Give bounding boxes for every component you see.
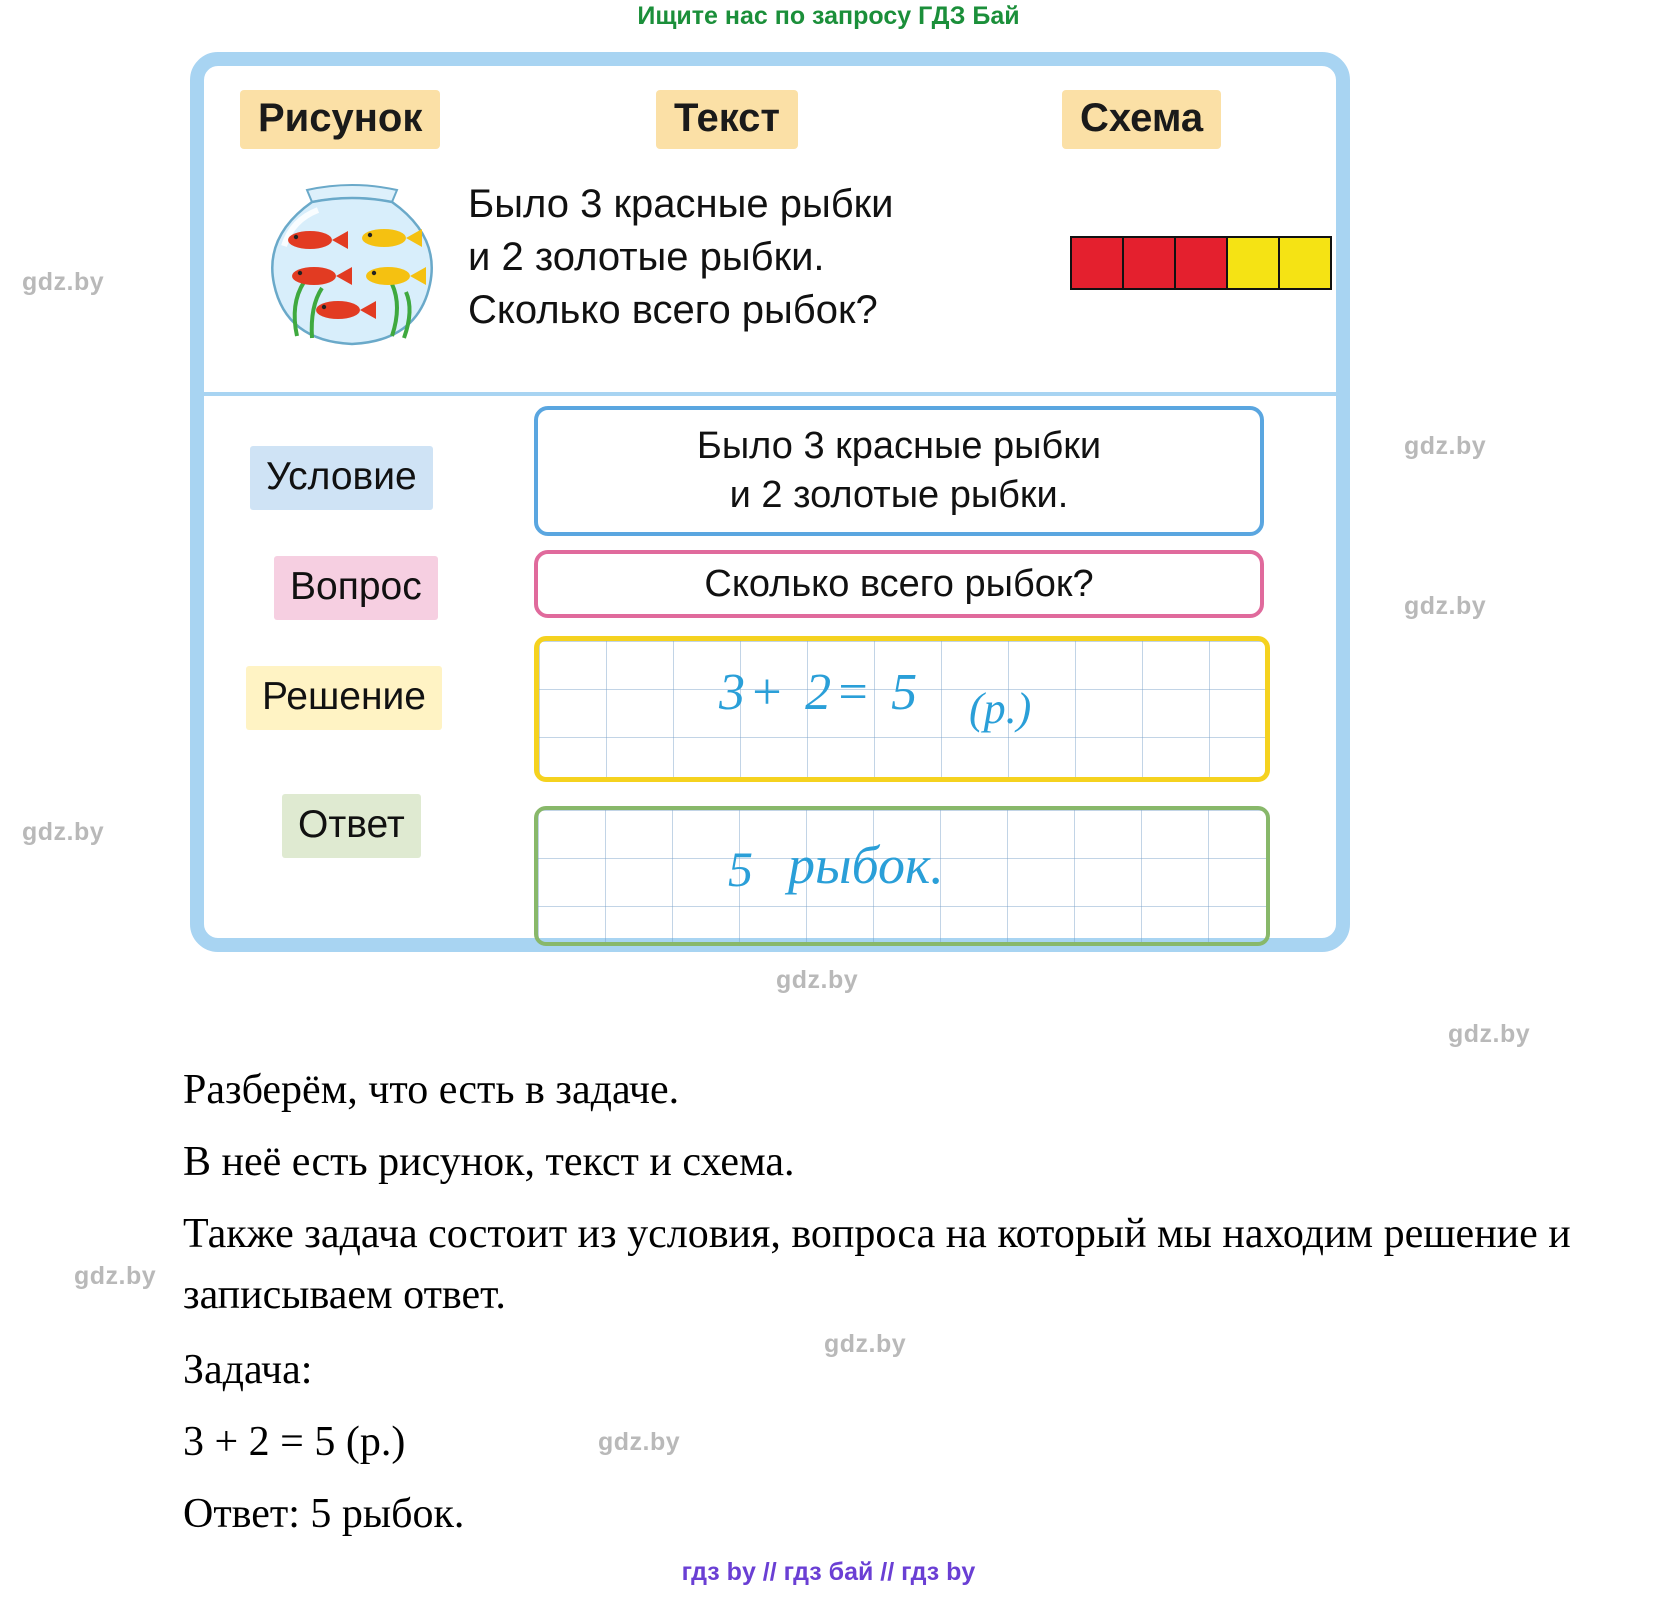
label-question: Вопрос [274, 556, 438, 620]
solution-handwriting: 3+ 2= 5 [719, 664, 922, 721]
watermark: gdz.by [1404, 592, 1487, 620]
story-line-2: и 2 золотые рыбки. [468, 234, 825, 279]
condition-line-2: и 2 золотые рыбки. [729, 474, 1069, 516]
story-text [468, 178, 1068, 336]
task-equation: 3 + 2 = 5 (р.) [183, 1419, 406, 1465]
solution-grid [534, 636, 1270, 782]
watermark: gdz.by [776, 966, 859, 994]
story-line-1: Было 3 красные рыбки [468, 182, 894, 226]
label-condition: Условие [250, 446, 433, 510]
watermark: gdz.by [598, 1428, 681, 1456]
watermark: gdz.by [22, 818, 105, 846]
story-line-3: Сколько всего рыбок? [468, 287, 878, 332]
solution-units: (р.) [969, 684, 1032, 733]
task-card [190, 52, 1350, 952]
fishbowl-illustration [252, 176, 452, 356]
label-answer: Ответ [282, 794, 421, 858]
tag-text: Текст [656, 90, 798, 149]
footer-links[interactable]: гдз by // гдз бай // гдз by [681, 1558, 976, 1586]
answer-handwriting: рыбок. [788, 835, 944, 895]
task-heading: Задача: [183, 1347, 313, 1393]
question-box: Сколько всего рыбок? [534, 550, 1264, 618]
watermark: gdz.by [824, 1330, 907, 1358]
watermark: gdz.by [22, 268, 105, 296]
watermark: gdz.by [1404, 432, 1487, 460]
watermark: gdz.by [74, 1262, 157, 1290]
site-banner: Ищите нас по запросу ГДЗ Бай [637, 2, 1020, 30]
paragraph-3: Также задача состоит из условия, вопроса на который мы находим решение и записываем ответ. [183, 1211, 1571, 1318]
answer-grid [534, 806, 1270, 946]
condition-line-1: Было 3 красные рыбки [696, 424, 1102, 467]
task-answer: Ответ: 5 рыбок. [183, 1491, 465, 1537]
label-solution: Решение [246, 666, 442, 730]
scheme-bar-diagram [1070, 236, 1332, 299]
paragraph-1: Разберём, что есть в задаче. [183, 1067, 680, 1113]
tag-picture: Рисунок [240, 90, 440, 149]
watermark: gdz.by [1448, 1020, 1531, 1048]
card-top-section [204, 66, 1336, 396]
paragraph-2: В неё есть рисунок, текст и схема. [183, 1139, 795, 1185]
answer-number: 5 [728, 841, 753, 897]
condition-box [534, 406, 1264, 536]
tag-scheme: Схема [1062, 90, 1221, 149]
